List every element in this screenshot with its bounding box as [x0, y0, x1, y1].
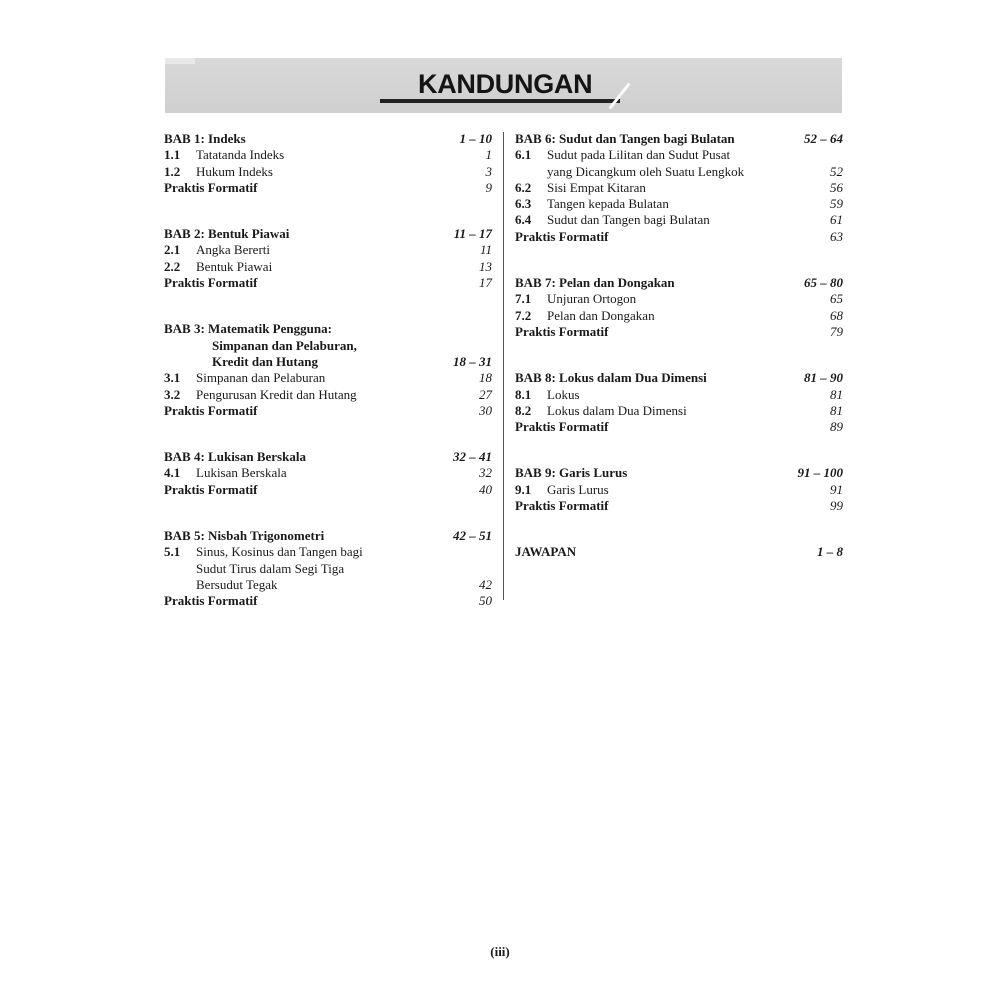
toc-entry[interactable] — [164, 147, 492, 163]
toc-chapter — [164, 449, 492, 498]
entry-number: 3.1 — [164, 370, 181, 386]
entry-number: 6.4 — [515, 212, 532, 228]
entry-title: Lokus — [547, 386, 580, 402]
toc-entry-continued[interactable] — [164, 561, 492, 577]
page-number: (iii) — [490, 944, 510, 959]
chapter-pages: 91 – 100 — [797, 465, 843, 481]
toc-chapter — [515, 131, 843, 245]
entry-number: 6.2 — [515, 179, 532, 195]
entry-number: 8.1 — [515, 386, 532, 402]
practice-label: Praktis Formatif — [515, 419, 609, 435]
entry-title: Lokus dalam Dua Dimensi — [547, 402, 687, 418]
toc-left-column — [164, 131, 492, 640]
toc-entry[interactable] — [164, 465, 492, 481]
chapter-pages: 32 – 41 — [453, 449, 492, 465]
entry-title: Sudut pada Lilitan dan Sudut Pusat — [547, 147, 731, 163]
entry-number: 3.2 — [164, 386, 181, 402]
chapter-pages: 65 – 80 — [804, 275, 843, 291]
entry-page: 65 — [830, 291, 843, 307]
entry-number: 9.1 — [515, 481, 532, 497]
practice-page: 89 — [830, 419, 843, 435]
chapter-title: BAB 8: Lokus dalam Dua Dimensi — [515, 370, 707, 386]
practice-label: Praktis Formatif — [515, 498, 609, 514]
toc-entry[interactable] — [515, 387, 843, 403]
entry-title-line: Sudut Tirus dalam Segi Tiga — [196, 560, 345, 576]
chapter-pages: 18 – 31 — [453, 353, 492, 369]
entry-title: Sudut dan Tangen bagi Bulatan — [547, 212, 710, 228]
entry-title: Sinus, Kosinus dan Tangen bagi — [196, 544, 363, 560]
chapter-heading-continued[interactable] — [164, 338, 492, 354]
chapter-title: BAB 6: Sudut dan Tangen bagi Bulatan — [515, 131, 735, 146]
chapter-pages: 52 – 64 — [804, 131, 843, 146]
entry-title: Tatatanda Indeks — [196, 147, 285, 163]
toc-entry[interactable] — [164, 370, 492, 386]
entry-title: Tangen kepada Bulatan — [547, 196, 669, 212]
entry-title-line: Bersudut Tegak — [196, 576, 278, 592]
column-divider — [503, 132, 504, 600]
entry-page: 59 — [830, 196, 843, 212]
toc-chapter — [164, 131, 492, 196]
chapter-title: BAB 1: Indeks — [164, 131, 246, 146]
toc-entry[interactable] — [164, 544, 492, 560]
toc-chapter — [515, 275, 843, 340]
entry-page: 1 — [485, 147, 492, 163]
chapter-pages: 1 – 8 — [817, 544, 843, 560]
practice-page: 79 — [830, 323, 843, 339]
entry-number: 8.2 — [515, 402, 532, 418]
chapter-title: BAB 3: Matematik Pengguna: — [164, 321, 332, 337]
entry-title: Lukisan Berskala — [196, 465, 287, 481]
chapter-heading[interactable] — [164, 321, 492, 337]
entry-page: 3 — [485, 163, 492, 179]
chapter-heading-continued[interactable] — [164, 354, 492, 370]
entry-number: 7.2 — [515, 307, 532, 323]
chapter-pages: 1 – 10 — [459, 131, 492, 146]
practice-entry[interactable] — [164, 180, 492, 196]
toc-entry[interactable] — [515, 482, 843, 498]
page-title: KANDUNGAN — [418, 69, 593, 99]
toc-entry[interactable] — [515, 403, 843, 419]
chapter-pages: 81 – 90 — [804, 370, 843, 386]
practice-page: 99 — [830, 498, 843, 514]
practice-entry[interactable] — [164, 275, 492, 291]
toc-chapter — [164, 226, 492, 291]
practice-entry[interactable] — [164, 593, 492, 609]
practice-label: Praktis Formatif — [164, 593, 258, 609]
toc-entry[interactable] — [164, 242, 492, 258]
toc-chapter — [515, 465, 843, 514]
practice-entry[interactable] — [164, 403, 492, 419]
entry-title-line: yang Dicangkum oleh Suatu Lengkok — [547, 163, 745, 179]
entry-number: 1.2 — [164, 163, 181, 179]
toc-entry[interactable] — [164, 164, 492, 180]
chapter-title: BAB 7: Pelan dan Dongakan — [515, 275, 675, 291]
entry-title: Pengurusan Kredit dan Hutang — [196, 386, 357, 402]
entry-title: Pelan dan Dongakan — [547, 307, 655, 323]
toc-entry[interactable] — [164, 387, 492, 403]
entry-page: 81 — [830, 386, 843, 402]
chapter-heading[interactable] — [515, 370, 843, 386]
practice-entry[interactable] — [515, 324, 843, 340]
toc-chapter — [515, 544, 843, 560]
entry-number: 5.1 — [164, 544, 181, 560]
toc-entry[interactable] — [515, 308, 843, 324]
practice-label: Praktis Formatif — [515, 323, 609, 339]
chapter-heading[interactable] — [515, 544, 843, 560]
entry-title: Angka Bererti — [196, 242, 271, 258]
practice-label: Praktis Formatif — [164, 179, 258, 195]
chapter-title: BAB 2: Bentuk Piawai — [164, 226, 290, 242]
entry-page: 27 — [479, 386, 492, 402]
chapter-heading[interactable] — [515, 131, 843, 147]
entry-number: 2.2 — [164, 258, 181, 274]
chapter-title: BAB 4: Lukisan Berskala — [164, 449, 306, 465]
practice-entry[interactable] — [164, 482, 492, 498]
toc-entry-continued[interactable] — [164, 577, 492, 593]
title-underline — [380, 99, 620, 103]
toc-entry[interactable] — [515, 180, 843, 196]
entry-page: 42 — [479, 576, 492, 592]
chapter-title: JAWAPAN — [515, 544, 577, 560]
chapter-heading[interactable] — [515, 465, 843, 481]
toc-chapter — [515, 370, 843, 435]
entry-title: Hukum Indeks — [196, 163, 273, 179]
chapter-pages: 11 – 17 — [453, 226, 492, 242]
entry-page: 18 — [479, 370, 492, 386]
chapter-pages: 42 – 51 — [453, 528, 492, 544]
entry-page: 56 — [830, 179, 843, 195]
entry-page: 81 — [830, 402, 843, 418]
entry-title: Unjuran Ortogon — [547, 291, 637, 307]
toc-chapter — [164, 528, 492, 609]
chapter-title-line: Simpanan dan Pelaburan, — [212, 337, 357, 353]
entry-page: 32 — [479, 465, 492, 481]
entry-page: 13 — [479, 258, 492, 274]
chapter-heading[interactable] — [164, 131, 492, 147]
entry-number: 2.1 — [164, 242, 181, 258]
practice-label: Praktis Formatif — [515, 228, 609, 244]
chapter-heading[interactable] — [515, 275, 843, 291]
chapter-title: BAB 5: Nisbah Trigonometri — [164, 528, 325, 544]
practice-page: 9 — [485, 179, 492, 195]
toc-chapter — [164, 321, 492, 419]
chapter-title: BAB 9: Garis Lurus — [515, 465, 628, 481]
practice-entry[interactable] — [515, 229, 843, 245]
entry-number: 7.1 — [515, 291, 532, 307]
practice-entry[interactable] — [515, 498, 843, 514]
chapter-heading[interactable] — [164, 226, 492, 242]
entry-page: 11 — [479, 242, 492, 258]
practice-page: 17 — [479, 275, 492, 291]
entry-number: 4.1 — [164, 465, 181, 481]
practice-label: Praktis Formatif — [164, 481, 258, 497]
toc-entry[interactable] — [515, 291, 843, 307]
entry-title: Bentuk Piawai — [196, 258, 273, 274]
entry-number: 1.1 — [164, 147, 181, 163]
practice-label: Praktis Formatif — [164, 402, 258, 418]
entry-number: 6.3 — [515, 196, 532, 212]
toc-entry[interactable] — [515, 147, 843, 163]
chapter-heading[interactable] — [164, 449, 492, 465]
practice-entry[interactable] — [515, 419, 843, 435]
practice-page: 30 — [479, 402, 492, 418]
entry-number: 6.1 — [515, 147, 532, 163]
chapter-title-line: Kredit dan Hutang — [212, 353, 318, 369]
practice-page: 63 — [830, 228, 843, 244]
entry-page: 52 — [830, 163, 843, 179]
entry-title: Simpanan dan Pelaburan — [196, 370, 326, 386]
entry-page: 91 — [830, 481, 843, 497]
entry-title: Sisi Empat Kitaran — [547, 179, 646, 195]
practice-label: Praktis Formatif — [164, 275, 258, 291]
toc-entry[interactable] — [515, 212, 843, 228]
practice-page: 50 — [479, 593, 492, 609]
toc-entry[interactable] — [515, 196, 843, 212]
chapter-heading[interactable] — [164, 528, 492, 544]
practice-page: 40 — [479, 481, 492, 497]
entry-title: Garis Lurus — [547, 481, 609, 497]
toc-right-column — [515, 131, 843, 591]
entry-page: 68 — [830, 307, 843, 323]
toc-entry-continued[interactable] — [515, 164, 843, 180]
entry-page: 61 — [830, 212, 843, 228]
toc-entry[interactable] — [164, 259, 492, 275]
